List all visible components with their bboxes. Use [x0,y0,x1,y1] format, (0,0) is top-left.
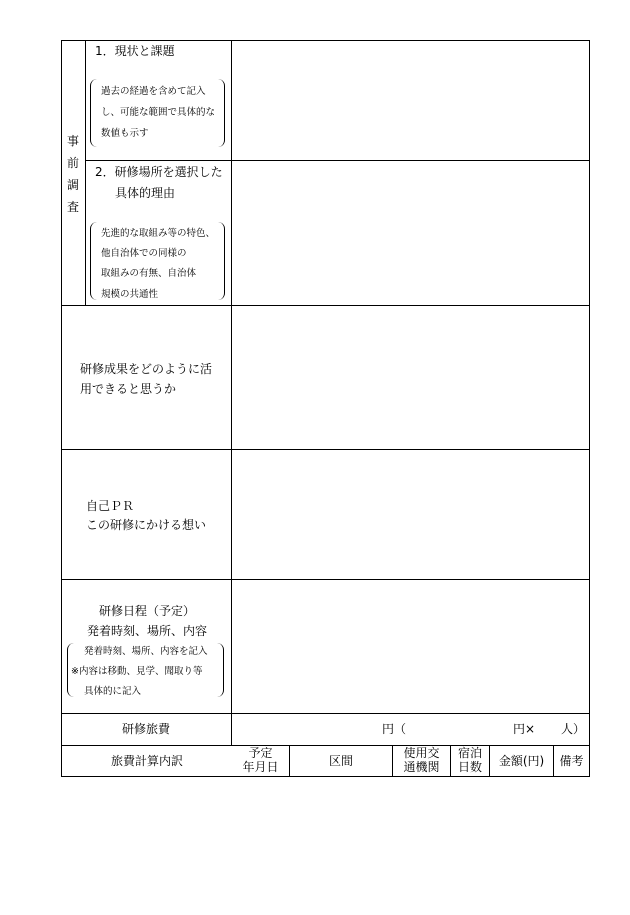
schedule-note-line1: 発着時刻、場所、内容を記入 [84,646,208,657]
outcome-label-line1: 研修成果をどのように活 [80,362,213,376]
schedule-label-line1: 研修日程（予定） [99,604,196,618]
row-divider-6 [61,745,590,746]
outcome-label-line2: 用できると思うか [80,382,177,396]
breakdown-col-date-line2: 年月日 [242,760,279,774]
schedule-note-line3: 具体的に記入 [84,686,142,697]
breakdown-col-nights-line2: 日数 [457,760,482,774]
breakdown-col-date-line1: 予定 [248,746,273,760]
section1-note-line1: 過去の経過を含めて記入 [101,86,206,97]
breakdown-col-section: 区間 [328,754,353,768]
breakdown-col-nights-line1: 宿泊 [457,746,482,760]
side-column-divider [85,40,86,305]
section1-note-left-bracket [90,79,97,147]
breakdown-col-amount: 金額(円) [498,754,545,768]
breakdown-col-transport-line2: 通機関 [403,760,440,774]
section2-note-line4: 規模の共通性 [101,289,159,300]
section2-answer-area[interactable] [232,161,589,305]
outcome-answer-area[interactable] [232,306,589,449]
self-pr-answer-area[interactable] [232,450,589,579]
travel-cost-yen-total: 円（ [382,722,407,736]
row-divider-5 [61,713,590,714]
section2-note-line2: 他自治体での同様の [101,248,187,259]
breakdown-col-transport-line1: 使用交 [403,746,440,760]
section1-note-right-bracket [218,79,225,147]
schedule-label-line2: 発着時刻、場所、内容 [87,624,208,638]
section2-title-line1: 2．研修場所を選択した [95,165,223,179]
travel-cost-label: 研修旅費 [122,722,171,736]
schedule-answer-area[interactable] [232,580,589,713]
section1-title: 1．現状と課題 [95,44,175,58]
section2-note-line3: 取組みの有無、自治体 [101,268,197,279]
pre-survey-side-label: 事 前 調 査 [66,134,79,214]
section1-answer-area[interactable] [232,41,589,160]
breakdown-col-remarks: 備考 [559,754,584,768]
self-pr-label-line2: この研修にかける想い [86,518,207,532]
travel-cost-yen-per-person: 円× [513,722,536,736]
schedule-note-right-bracket [217,643,224,697]
travel-cost-persons: 人） [561,722,586,736]
section2-note-right-bracket [218,222,225,300]
table-border-right [589,40,590,776]
section2-title-line2: 具体的理由 [115,186,176,200]
table-border-bottom [61,776,590,777]
schedule-note-line2: ※内容は移動、見学、聞取り等 [71,666,203,677]
section1-note-line3: 数値も示す [101,128,149,139]
section2-note-left-bracket [90,222,97,300]
breakdown-label: 旅費計算内訳 [111,754,184,768]
section1-note-line2: し、可能な範囲で具体的な [101,107,216,118]
table-border-left [61,40,62,776]
section2-note-line1: 先進的な取組み等の特色、 [101,228,216,239]
self-pr-label-line1: 自己ＰＲ [86,499,135,513]
